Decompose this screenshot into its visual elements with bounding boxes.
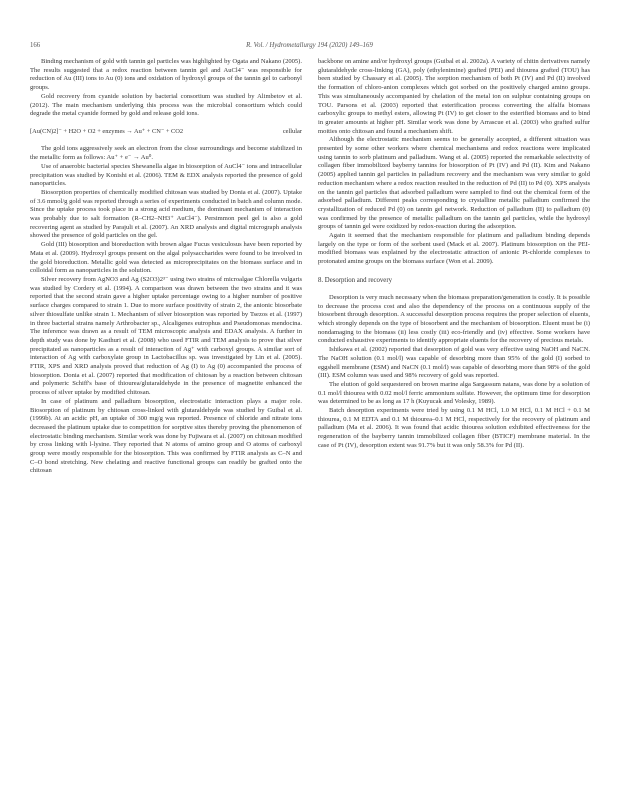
right-column bbox=[318, 58, 590, 778]
equation bbox=[30, 128, 302, 137]
paragraph: Binding mechanism of gold with tannin gel particles was highlighted by Ogata and Nakano (2005). The results suggested that a redox reaction between tannin gel and AuCl4⁻ was responsible for reduction of Au (III) ions to Au (0) ions and oxidation of hydroxyl groups of the tannin gel to carbonyl groups. bbox=[30, 58, 302, 92]
paragraph: Silver recovery from AgNO3 and Ag (S2O3)2³⁻ using two strains of microalgae Chlorella vulgaris was studied by Cordery et al. (1994). A comparison was drawn between the two strains and it was reported that the second strain gave a higher uptake percentage owing to a higher number of positive surface charges compared to strain 1. Due to more surface positivity of strain 2, the anionic biosorbate silver thiosulfate unlike strain 1. Mechanism of silver biosorption was reported by Tsezos et al. (1997) in three bacterial strains namely Arthrobacter sp., Alcaligenes eutrophus and Pseudomonas mendocina. The inference was drawn as a result of TEM microscopic analysis and EDAX analysis. A further in depth study was done by Kasthuri et al. (2008) who used FTIR and TEM analysis to prove that silver precipitated as nanoparticles as a result of interaction of Ag⁺ with carboxyl groups. A similar sort of interaction of Ag with carboxylate group in Lactobacillus sp. was investigated by Lin et al. (2005). FTIR, XPS and XRD analysis proved that reduction of Ag (I) to Ag (0) accompanied the process of biosorption. Donia et al. (2007) reported that modification of chitosan by a reaction between chitosan and polymeric Schiff's base of thiourea/glutaraldehyde in the presence of magnetite enhanced the process of silver uptake by modified chitosan. bbox=[30, 275, 302, 397]
page-header bbox=[0, 42, 619, 54]
paragraph: Batch desorption experiments were tried by using 0.1 M HCl, 1.0 M HCl, 0.1 M HCl + 0.1 M thiourea, 0.1 M EDTA and 0.1 M thiourea–0.1 M HCl, respectively for the recovery of platinum and palladium (Ma et al. 2006). It was found that acidic thiourea solution exhibited effectiveness for the regeneration of the bayberry tannin immobilized collagen fiber (BTICF) membrane material. In the case of Pt (IV), desorption extent was 91.7% but it was only 58.3% for Pd (II). bbox=[318, 407, 590, 449]
equation-body: [Au(CN)2]⁻ + H2O + O2 + enzymes → Au⁺ + CN⁻ + CO2 bbox=[30, 127, 184, 135]
paragraph: Ishikawa et al. (2002) reported that desorption of gold was very effective using NaOH and NaCN. The NaOH solution (0.1 mol/l) was capable of desorbing more than 95% of the gold (I) sorbed to eggshell membrane (ESM) and NaCN (0.1 mol/l) was capable of desorbing more than 98% of the gold (III). ESM column was used and 98% recovery of gold was reported. bbox=[318, 346, 590, 380]
paragraph: In case of platinum and palladium biosorption, electrostatic interaction plays a major role. Biosorption of platinum by chitosan cross-linked with glutaraldehyde was studied by Guibal et al. (1999b). At an acidic pH, an uptake of 300 mg/g was reported. Presence of chloride and nitrate ions decreased the platinum uptake due to competition for sorptive sites thereby proving the phenomenon of electrostatic binding mechanism. Similar work was done by Fujiwara et al. (2007) on chitosan modified by cross linking with l-lysine. They reported that N atoms of amino group and O atoms of carboxyl group were mostly responsible for the biosorption. This was confirmed by FTIR analysis as C–N and C–O bond stretching. New chelating and reactive functional groups can readily be grafted onto the chitosan bbox=[30, 397, 302, 475]
paragraph: Gold recovery from cyanide solution by bacterial consortium was studied by Alimbetov et al. (2012). The main mechanism underlying this process was the microbial consortium which could degrade the metal cyanide formed by gold and release gold ions. bbox=[30, 92, 302, 118]
paragraph: Biosorption properties of chemically modified chitosan was studied by Donia et al. (2007). Uptake of 3.6 mmol/g gold was reported through a series of experiments conducted in batch and column mode. Since the uptake process took place in a strong acid medium, the dominant mechanism of interaction was probably due to salt formation (R–CH2–NH3⁺ AuCl4⁻). Persimmon peel gel is also a gold recovering agent as studied by Parajuli et al. (2007). An XRD analysis and digital micrograph analysis showed the presence of gold particles on the gel. bbox=[30, 188, 302, 240]
section-heading: 8. Desorption and recovery bbox=[318, 276, 392, 284]
page-number: 166 bbox=[30, 42, 41, 49]
paragraph: Gold (III) biosorption and bioreduction with brown algae Fucus vesiculosus have been reported by Mata et al. (2009). Hydroxyl groups present on the algal polysaccharides were found to be involved in the gold bioreduction. Metallic gold was detected as microprecipitates on the biomass surface and in colloidal form as nanoparticles in the solution. bbox=[30, 241, 302, 275]
paragraph: Use of anaerobic bacterial species Shewanella algae in biosorption of AuCl4⁻ ions and intracellular precipitation was studied by Konishi et al. (2006). TEM & EDX analysis reported the presence of gold nanoparticles. bbox=[30, 162, 302, 188]
paragraph: Again it seemed that the mechanism responsible for platinum and palladium binding depends largely on the type or form of the sorbent used (Mack et al. 2007). Platinum biosorption on the PEI-modified biomass was explained by the electrostatic attraction of anionic Pt-chloride complexes to protonated amine groups on the biomass surface (Won et al. 2009). bbox=[318, 232, 590, 266]
paragraph: The elution of gold sequestered on brown marine alga Sargassum natans, was done by a solution of 0.1 mol/l thiourea with 0.02 mol/l ferric ammonium sulfate. However, the optimum time for desorption was determined to be as long as 17 h (Kuyucak and Volesky, 1989). bbox=[318, 380, 590, 406]
paragraph: Desorption is very much necessary when the biomass preparation/generation is costly. It is possible to decrease the process cost and also the dependency of the process on a continuous supply of the biosorbent through desorption. A successful desorption process requires the proper selection of eluents, which strongly depends on the type of biosorbent and the mechanism of biosorption. Eluent must be (i) nondamaging to the biomass (ii) less costly (iii) eco-friendly and (iv) effective. Some workers have conducted exhaustive experiments to identify appropriate eluents for the recovery of precious metals. bbox=[318, 293, 590, 345]
equation-label: cellular bbox=[282, 127, 302, 135]
paragraph: The gold ions aggressively seek an electron from the close surroundings and become stabilized in the metallic form as follows: Au⁺ + e⁻ → Au⁰. bbox=[30, 145, 302, 162]
journal-citation: R. Vol. / Hydrometallurgy 194 (2020) 149–169 bbox=[246, 42, 373, 49]
left-column bbox=[30, 58, 302, 778]
paragraph: backbone on amine and/or hydroxyl groups (Guibal et al. 2002a). A variety of chitin derivatives namely glutaraldehyde cross-linking (GA), poly (ethylenimine) grafted (PEI) and thiourea grafted (TOU) has been studied by Chassary et al. (2005). The sorption mechanism of both Pt (IV) and Pd (II) involved the formation of chloro-anion complexes which got sorbed on the positively charged amino groups. This was simultaneously accompanied by chelation of the metal ion on sulphur containing groups on TOU. Parsons et al. (2003) reported that esterification process converting the alfalfa biomass carboxylic groups to methyl esters, allowing Pt (IV) to get closer to the esterified biomass and to bind in greater amounts at higher pH. Similar work was done by Arrascue et al. (2003) who grafted sulfur moities onto chitosan and found a mechanism shift. bbox=[318, 58, 590, 135]
paragraph: Although the electrostatic mechanism seems to be generally accepted, a different situation was presented by some other workers where chemical mechanisms and redox reactions were implicated using tannin to sorb platinum and palladium. Wang et al. (2005) reported the remarkable selectivity of collagen fiber immobilized bayberry tannins for biosorption of Pt (IV) and Pd (II). Kim and Nakano (2005) applied tannin gel particles in palladium recovery and the mechanism was very similar to gold reduction mechanism where a redox reaction resulted in the reduction of Pd (II) to Pd (0). XPS analysis on the tannin gel particles that adsorbed palladium were sampled to find out the chemical form of the adsorbed palladium. Different peaks corresponding to crystalline metallic palladium confirmed the crystallization of reduced Pd (0) on tannin gel network. Reduction of palladium (II) to palladium (0) was confirmed by the presence of metallic palladium on the tannin gel particles, while the hydroxyl groups of tannin gel were oxidized by redox-reaction during the adsorption. bbox=[318, 136, 590, 231]
